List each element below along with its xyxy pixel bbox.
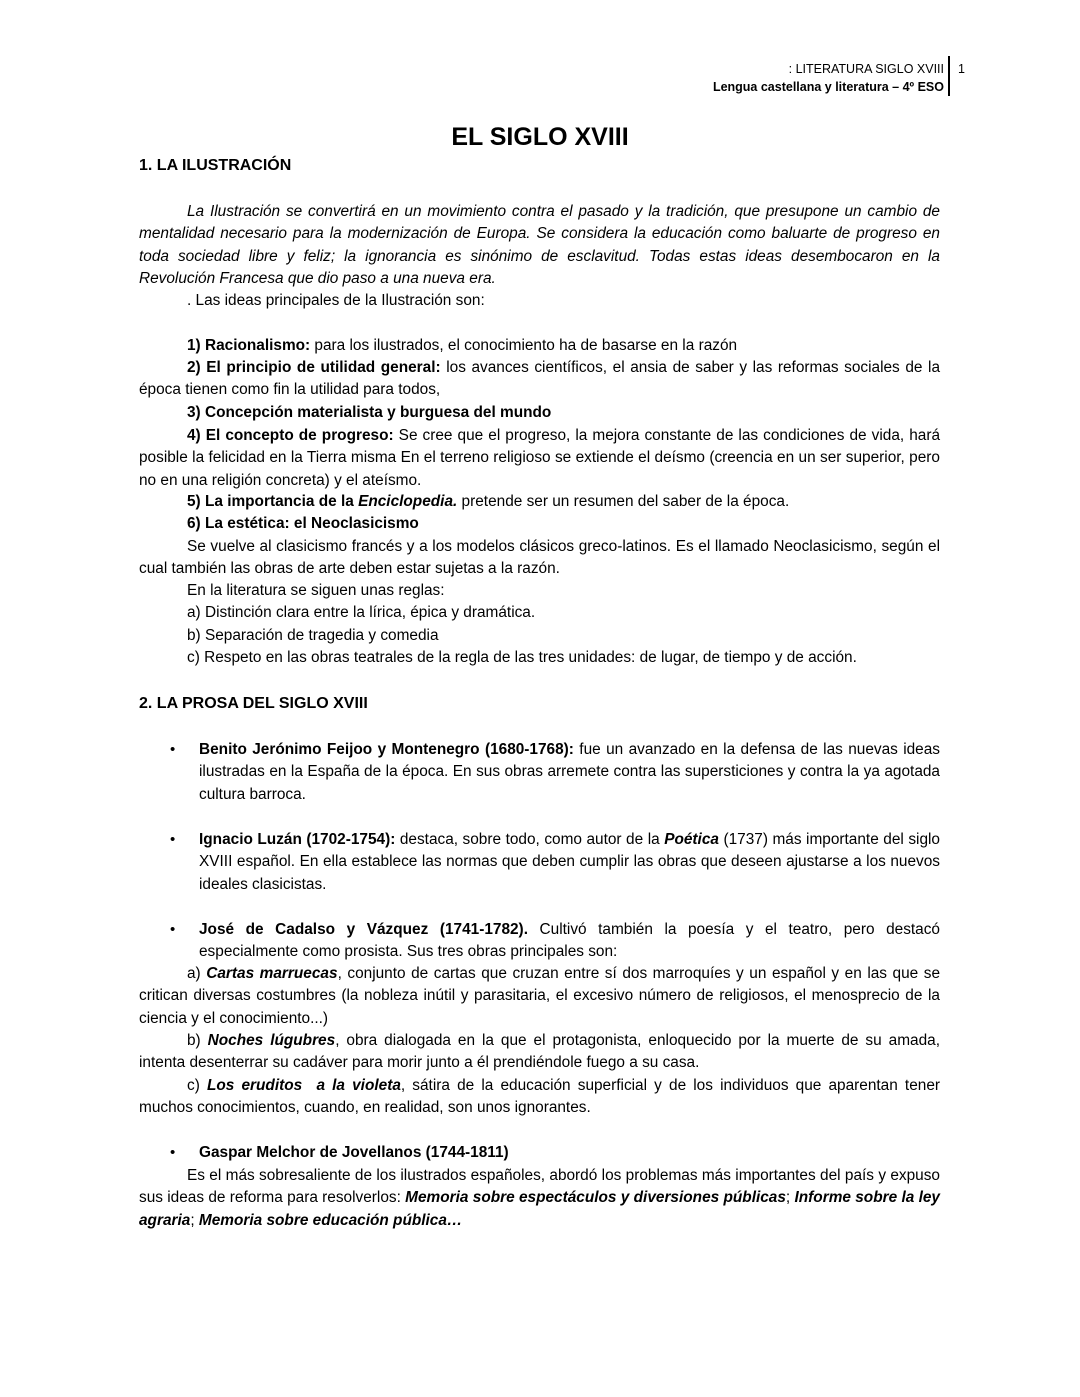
ideas-lead: . Las ideas principales de la Ilustración son: (187, 292, 485, 309)
header-subject: Lengua castellana y literatura – 4º ESO (712, 80, 944, 94)
running-header (713, 60, 944, 96)
idea-item (139, 357, 940, 402)
author-name: Benito Jerónimo Feijoo y Montenegro (1680-1768): (199, 741, 574, 758)
idea-title: 3) Concepción materialista y burguesa del mundo (187, 404, 552, 421)
cadalso-work (139, 1075, 940, 1120)
separator: ; (190, 1211, 199, 1229)
rule-item: c) Respeto en las obras teatrales de la regla de las tres unidades: de lugar, de tiempo y de acción. (187, 649, 857, 666)
idea-title: 2) El principio de utilidad general: (187, 359, 441, 376)
idea-title: 4) El concepto de progreso: (187, 427, 394, 444)
idea-title-italic: Enciclopedia. (358, 493, 458, 510)
work-title: Cartas marruecas (206, 965, 338, 982)
work-prefix: a) (187, 965, 207, 982)
author-text: fue un avanzado en la defensa de las nuevas ideas ilustradas en la España de la época. En sus obras arremete contra las supersticiones y contra la ya agotada cultura barroca. (199, 741, 941, 803)
idea-text: pretende ser un resumen del saber de la época. (457, 493, 790, 510)
section-heading-prosa: 2. LA PROSA DEL SIGLO XVIII (139, 695, 368, 712)
page-number: 1 (958, 62, 965, 76)
bullet-icon: • (170, 831, 176, 848)
bullet-icon: • (170, 921, 176, 938)
author-feijoo (199, 739, 940, 806)
jovellanos-paragraph (139, 1165, 940, 1232)
author-text: Es el más sobresaliente de los ilustrados españoles, abordó los problemas más importantes del país y expuso sus ideas de reforma para resolverlos: (139, 1167, 940, 1207)
work-text: , conjunto de cartas que cruzan entre sí dos marroquíes y un español y en las que se critican diversas costumbres (la nobleza inútil y parasitaria, el excesivo número de religiosos, el menosprecio de la ciencia y el conocimiento...) (139, 965, 941, 1027)
idea-title: 5) La importancia de la (187, 493, 359, 510)
work-title: Poética (664, 831, 719, 848)
rule-item: b) Separación de tragedia y comedia (187, 627, 439, 644)
work-prefix: c) (187, 1077, 207, 1094)
rule-item: a) Distinción clara entre la lírica, épica y dramática. (187, 604, 536, 621)
idea-item (139, 425, 940, 492)
work-title: Memoria sobre educación pública… (198, 1211, 463, 1229)
author-luzan (199, 829, 940, 896)
author-text: Cultivó también la poesía y el teatro, pero destacó especialmente como prosista. Sus tres obras principales son: (199, 921, 940, 961)
idea-title: 6) La estética: el Neoclasicismo (187, 515, 419, 532)
header-course: : LITERATURA SIGLO XVIII (788, 62, 944, 76)
work-title: Informe sobre la ley agraria (139, 1189, 940, 1229)
author-name: Gaspar Melchor de Jovellanos (1744-1811) (199, 1144, 509, 1161)
idea-text: los avances científicos, el ansia de saber y las reformas sociales de la época tienen como fin la utilidad para todos, (139, 359, 940, 399)
rules-intro: En la literatura se siguen unas reglas: (187, 582, 445, 599)
idea-item (187, 335, 940, 357)
author-name: Ignacio Luzán (1702-1754): (199, 831, 396, 848)
bullet-icon: • (170, 741, 176, 758)
cadalso-work (139, 963, 940, 1030)
idea-item (187, 402, 940, 424)
work-prefix: b) (187, 1032, 208, 1049)
page-title: EL SIGLO XVIII (451, 123, 629, 151)
idea-text: para los ilustrados, el conocimiento ha de basarse en la razón (310, 337, 738, 354)
author-text: destaca, sobre todo, como autor de la (395, 831, 665, 848)
neoclassicism-paragraph: Se vuelve al clasicismo francés y a los modelos clásicos greco-latinos. Es el llamado Neoclasicismo, según el cual también las obras de arte deben estar sujetas a la razón. (139, 538, 940, 578)
section-heading-ilustracion: 1. LA ILUSTRACIÓN (139, 157, 292, 174)
work-title: Noches lúgubres (207, 1032, 336, 1049)
work-title: Memoria sobre espectáculos y diversiones públicas (405, 1189, 786, 1207)
author-jovellanos (199, 1142, 940, 1164)
work-text: , sátira de la educación superficial y de los individuos que aparentan tener muchos conocimientos, cuando, en realidad, son unos ignorantes. (139, 1077, 941, 1117)
work-title: Los eruditos a la violeta (206, 1077, 401, 1094)
header-divider (948, 56, 950, 96)
idea-item (187, 491, 940, 513)
idea-item (187, 513, 940, 535)
separator: ; (785, 1189, 795, 1207)
author-name: José de Cadalso y Vázquez (1741-1782). (199, 921, 528, 938)
idea-text: Se cree que el progreso, la mejora constante de las condiciones de vida, hará posible la felicidad en la Tierra misma En el terreno religioso se extiende el deísmo (creencia en un ser superior, pero no en una religión concreta) y el ateísmo. (139, 427, 941, 489)
work-text: , obra dialogada en la que el protagonista, enloquecido por la muerte de su amada, intenta desenterrar su cadáver para morir junto a él prendiéndole fuego a su casa. (139, 1032, 940, 1072)
author-cadalso (199, 919, 940, 964)
idea-title: 1) Racionalismo: (187, 337, 311, 354)
bullet-icon: • (170, 1144, 176, 1161)
cadalso-work (139, 1030, 940, 1075)
intro-paragraph: La Ilustración se convertirá en un movimiento contra el pasado y la tradición, que presupone un cambio de mentalidad necesario para la modernización de Europa. Se considera la educación como baluarte de progreso en toda sociedad libre y feliz; la ignorancia es sinónimo de esclavitud. Todas estas ideas desembocaron en la Revolución Francesa que dio paso a una nueva era. (139, 203, 940, 288)
author-text: (1737) más importante del siglo XVIII español. En ella establece las normas que deben cumplir las obras que deseen ajustarse a los nuevos ideales clasicistas. (199, 831, 940, 893)
